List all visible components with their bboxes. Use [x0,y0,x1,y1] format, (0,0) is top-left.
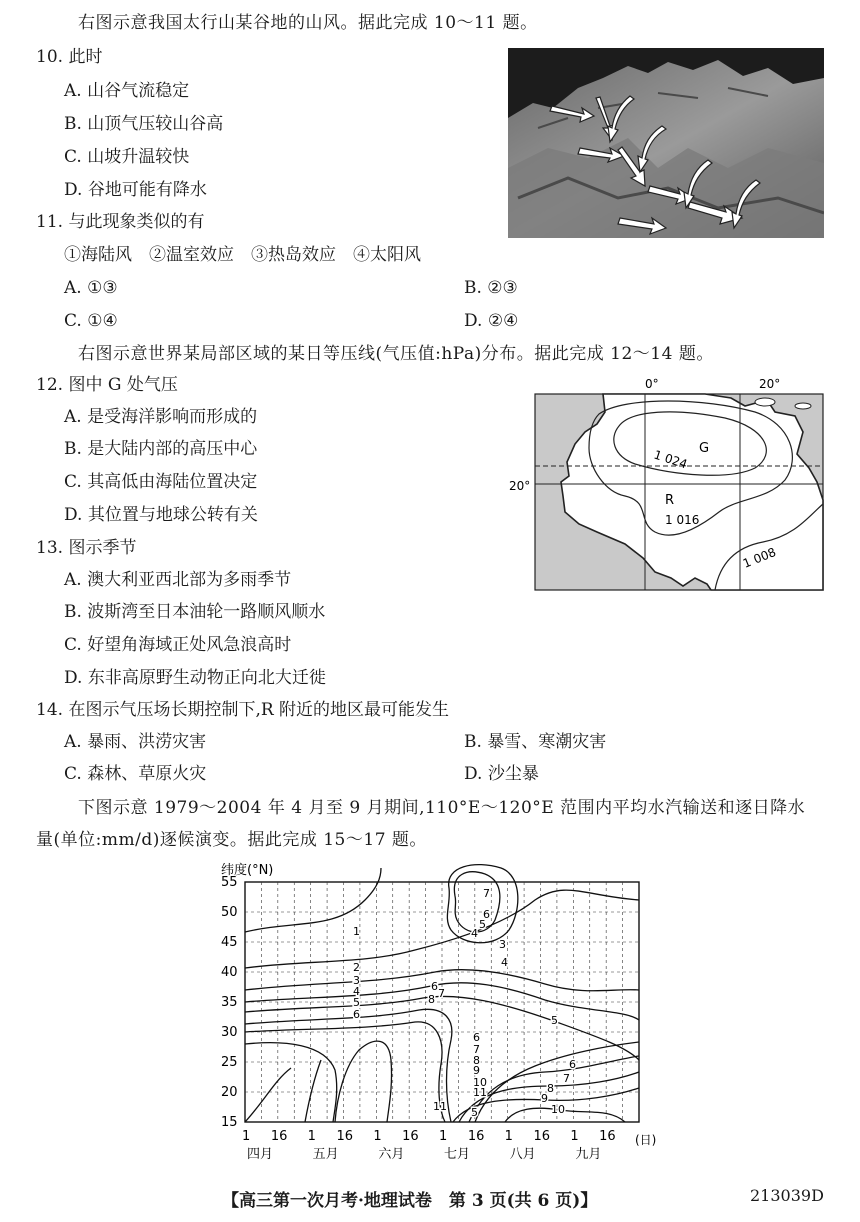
q14-option-d: D. 沙尘暴 [464,764,539,784]
question-12-stem: 12. 图中 G 处气压 [36,375,178,395]
y-tick-label: 35 [221,995,238,1010]
contour-label: 9 [473,1064,480,1077]
high-center-g-label: G [699,441,710,456]
contour-label: 3 [353,974,360,987]
question-10-stem: 10. 此时 [36,47,103,67]
y-tick-label: 50 [221,905,238,920]
isobar-map [505,372,825,592]
q10-option-c: C. 山坡升温较快 [64,147,190,167]
y-tick-label: 15 [221,1115,238,1130]
month-label: 六月 [378,1147,405,1160]
map-lat-20-label: 20° [509,479,531,493]
chart-grid [245,882,639,1122]
contour-label: 8 [547,1082,554,1095]
q12-option-b: B. 是大陆内部的高压中心 [64,439,258,459]
x-tick-label: 1 [570,1129,579,1144]
contour-label: 2 [353,961,360,974]
month-label: 四月 [247,1147,274,1160]
contour-label: 7 [438,987,445,1000]
contour-label: 4 [471,927,478,940]
month-label: 五月 [312,1147,339,1160]
x-tick-label: 1 [307,1129,316,1144]
intro-15-17-line1: 下图示意 1979～2004 年 4 月至 9 月期间,110°E～120°E 范围内平均水汽输送和逐日降水 [78,798,806,818]
intro-12-14: 右图示意世界某局部区域的某日等压线(气压值:hPa)分布。据此完成 12～14 题。 [78,344,714,364]
chart-month-labels [247,1146,601,1160]
q13-option-a: A. 澳大利亚西北部为多雨季节 [64,570,292,590]
y-tick-label: 55 [221,875,238,890]
y-tick-label: 45 [221,935,238,950]
contour-label: 10 [473,1076,487,1089]
chart-x-ticks [242,1129,616,1144]
isobar-1016-label: 1 016 [665,513,700,527]
x-tick-label: 16 [533,1129,551,1144]
q10-option-a: A. 山谷气流稳定 [64,81,190,101]
q10-option-d: D. 谷地可能有降水 [64,180,207,200]
x-tick-label: 16 [270,1129,288,1144]
isobar-1024-label: 1 024 [652,447,690,472]
contour-label: 6 [353,1008,360,1021]
x-tick-label: 16 [599,1129,616,1144]
month-label: 九月 [575,1147,602,1160]
q11-option-a: A. ①③ [64,278,118,298]
x-tick-label: 16 [336,1129,354,1144]
q11-items: ①海陆风 ②温室效应 ③热岛效应 ④太阳风 [64,245,421,265]
q14-option-b: B. 暴雪、寒潮灾害 [464,732,607,752]
q14-option-c: C. 森林、草原火灾 [64,764,207,784]
contour-label: 8 [428,993,435,1006]
contour-label: 6 [431,980,438,993]
paper-code: 213039D [750,1186,824,1205]
contour-label: 3 [499,938,506,951]
contour-label: 6 [483,908,490,921]
contour-label: 8 [473,1054,480,1067]
q13-option-b: B. 波斯湾至日本油轮一路顺风顺水 [64,602,326,622]
contour-label: 10 [551,1103,565,1116]
contour-label: 11 [433,1100,447,1113]
q12-option-c: C. 其高低由海陆位置决定 [64,472,258,492]
x-tick-label: 16 [467,1129,485,1144]
x-tick-label: 16 [402,1129,419,1144]
y-tick-label: 20 [221,1085,238,1100]
point-r-label: R [665,493,675,508]
y-tick-label: 40 [221,965,238,980]
contour-label: 6 [569,1058,576,1071]
x-tick-label: 1 [504,1129,513,1144]
contour-label: 11 [473,1086,487,1099]
x-tick-label: 1 [439,1129,448,1144]
chart-y-ticks [221,875,238,1130]
q10-option-b: B. 山顶气压较山谷高 [64,114,224,134]
isobar-1008-label: 1 008 [740,544,778,571]
contour-label: 5 [471,1106,478,1119]
question-11-stem: 11. 与此现象类似的有 [36,212,205,232]
contour-label: 5 [551,1014,558,1027]
valley-wind-figure [508,48,824,238]
month-label: 八月 [509,1147,536,1160]
q11-option-c: C. ①④ [64,311,118,331]
contour-label: 7 [483,887,490,900]
contour-label: 5 [353,996,360,1009]
contour-label: 7 [563,1072,570,1085]
y-tick-label: 30 [221,1025,238,1040]
question-14-stem: 14. 在图示气压场长期控制下,R 附近的地区最可能发生 [36,700,450,720]
contour-label: 4 [501,956,508,969]
intro-15-17-line2: 量(单位:mm/d)逐候演变。据此完成 15～17 题。 [36,830,427,850]
chart-x-unit: (日) [635,1133,657,1147]
q12-option-a: A. 是受海洋影响而形成的 [64,407,258,427]
precipitation-contour-chart [205,860,665,1160]
contour-label: 6 [473,1031,480,1044]
contour-label: 9 [541,1092,548,1105]
q11-option-b: B. ②③ [464,278,518,298]
contour-label: 7 [473,1043,480,1056]
q12-option-d: D. 其位置与地球公转有关 [64,505,258,525]
q13-option-d: D. 东非高原野生动物正向北大迁徙 [64,668,326,688]
page-footer: 【高三第一次月考·地理试卷 第 3 页(共 6 页)】 [222,1191,598,1211]
map-lon-0-label: 0° [645,377,659,391]
chart-y-axis-title: 纬度(°N) [221,863,274,878]
question-13-stem: 13. 图示季节 [36,538,137,558]
intro-10-11: 右图示意我国太行山某谷地的山风。据此完成 10～11 题。 [78,13,538,33]
contour-label: 1 [353,925,360,938]
month-label: 七月 [444,1147,471,1160]
q11-option-d: D. ②④ [464,311,519,331]
q13-option-c: C. 好望角海域正处风急浪高时 [64,635,292,655]
y-tick-label: 25 [221,1055,238,1070]
map-lon-20-label: 20° [759,377,781,391]
x-tick-label: 1 [373,1129,382,1144]
q14-option-a: A. 暴雨、洪涝灾害 [64,732,207,752]
contour-label: 4 [353,985,360,998]
x-tick-label: 1 [242,1129,251,1144]
contour-label: 5 [479,918,486,931]
